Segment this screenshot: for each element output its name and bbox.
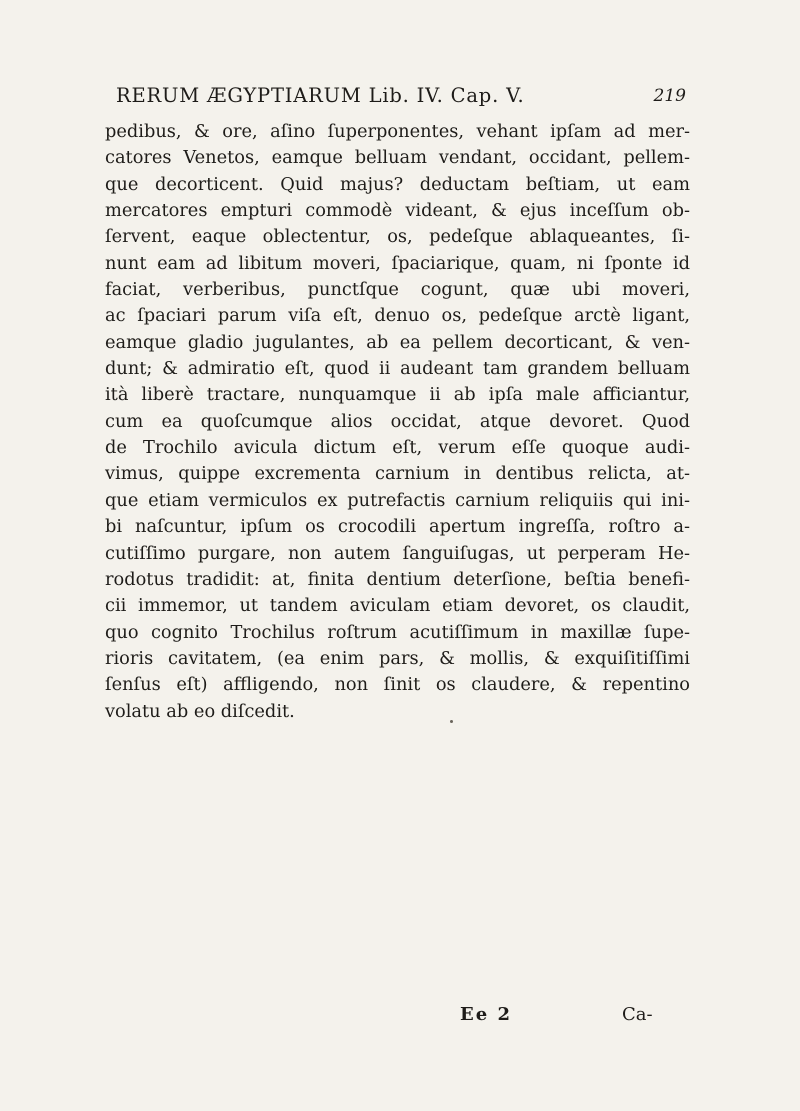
text-line: pedibus, & ore, aſino ſuperponentes, vehant ipſam ad mer- (105, 121, 690, 142)
text-line: cii immemor, ut tandem aviculam etiam devoret, os claudit, (105, 595, 690, 617)
text-line: bi naſcuntur, ipſum os crocodili apertum ingreſſa, roſtro a- (105, 516, 690, 538)
catchword: Ca- (622, 1004, 653, 1025)
text-line: rodotus tradidit: at, finita dentium deterſione, beſtia benefi- (105, 568, 690, 590)
text-line: ac ſpaciari parum viſa eſt, denuo os, pedeſque arctè ligant, (105, 305, 690, 327)
text-line: mercatores empturi commodè videant, & ejus inceſſum ob- (105, 200, 690, 222)
text-line: de Trochilo avicula dictum eſt, verum eſſe quoque audi- (105, 437, 690, 459)
text-line: que decorticent. Quid majus? deductam beſtiam, ut eam (105, 173, 690, 195)
text-line-last: volatu ab eo diſcedit. (105, 700, 295, 722)
page-footer (0, 1004, 800, 1034)
text-line: vimus, quippe excrementa carnium in dentibus relicta, at- (105, 463, 690, 485)
text-line: nunt eam ad libitum moveri, ſpaciarique, quam, ni ſponte id (105, 252, 690, 274)
text-line: quo cognito Trochilus roſtrum acutiſſimum in maxillæ ſupe- (105, 621, 690, 643)
text-line: ſervent, eaque oblectentur, os, pedeſque ablaqueantes, ſi- (105, 226, 690, 248)
text-line: cum ea quoſcumque alios occidat, atque devoret. Quod (105, 410, 690, 432)
text-line: rioris cavitatem, (ea enim pars, & mollis, & exquiſitiſſimi (105, 647, 690, 669)
text-line: faciat, verberibus, punctſque cogunt, quæ ubi moveri, (105, 279, 690, 301)
text-line: cutiſſimo purgare, non autem ſanguiſugas, ut perperam He- (105, 542, 690, 564)
running-head: RERUM ÆGYPTIARUM Lib. IV. Cap. V. (116, 84, 525, 107)
page-number: 219 (653, 86, 686, 106)
page-header (116, 80, 686, 110)
text-line: ità liberè tractare, nunquamque ii ab ipſa male afficiantur, (105, 384, 690, 406)
body-text (105, 119, 690, 725)
text-line: eamque gladio jugulantes, ab ea pellem decorticant, & ven- (105, 331, 690, 353)
ink-speck (450, 720, 453, 723)
text-line: que etiam vermiculos ex putrefactis carnium reliquiis qui ini- (105, 489, 690, 511)
signature-mark: Ee 2 (460, 1004, 512, 1025)
text-line: ſenſus eſt) affligendo, non ſinit os claudere, & repentino (105, 674, 690, 696)
text-line: dunt; & admiratio eſt, quod ii audeant tam grandem belluam (105, 358, 690, 380)
text-line: catores Venetos, eamque belluam vendant, occidant, pellem- (105, 147, 690, 169)
